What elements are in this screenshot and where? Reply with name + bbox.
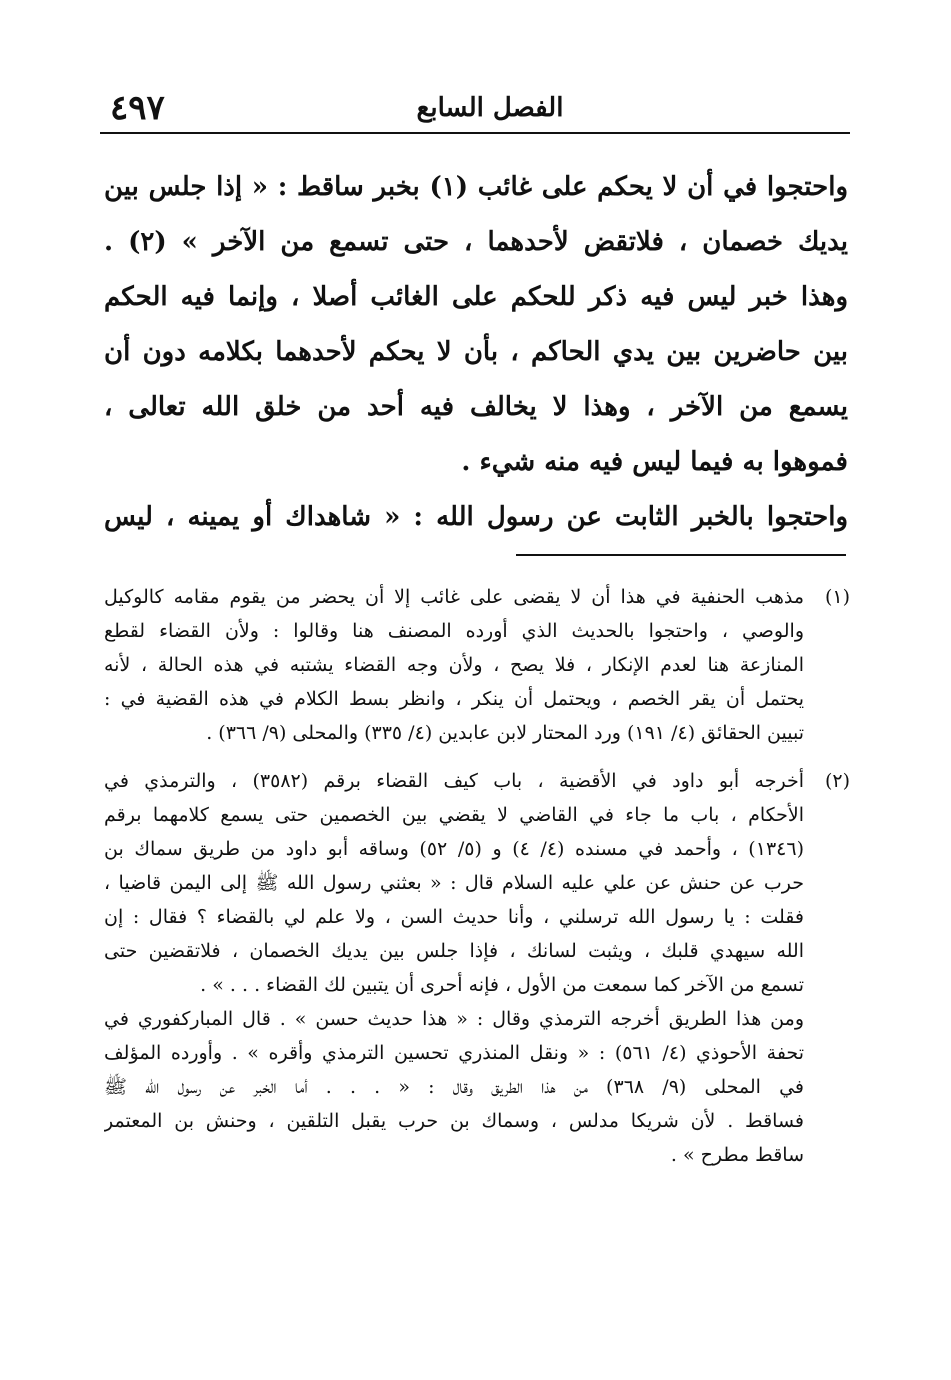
footnote-line: فساقط . لأن شريكا مدلس ، وسماك بن حرب يقبل التلقين ، وحنش بن المعتمر xyxy=(104,1110,804,1132)
footnote-line: المنازعة هنا لعدم الإنكار ، فلا يصح ، ولأن وجه القضاء يشتبه في هذه الحالة ، لأنه xyxy=(104,654,804,676)
footnote-1 xyxy=(104,580,850,750)
main-text-line: يسمع من الآخر ، وهذا لا يخالف فيه أحد من خلق الله تعالى ، xyxy=(104,392,848,422)
footnote-line: تبيين الحقائق (٤/ ١٩١) ورد المحتار لابن عابدين (٤/ ٣٣٥) والمحلى (٩/ ٣٦٦) . xyxy=(206,722,804,744)
footnote-line: تسمع من الآخر كما سمعت من الأول ، فإنه أحرى أن يتبين لك القضاء . . . » . xyxy=(200,974,804,996)
footnote-marker: (١) xyxy=(824,586,850,608)
main-text xyxy=(104,160,848,545)
footnote-line: أخرجه أبو داود في الأقضية ، باب كيف القضاء برقم (٣٥٨٢) ، والترمذي في xyxy=(104,770,804,792)
footnote-line: تحفة الأحوذي (٤/ ٥٦١) : « ونقل المنذري تحسين الترمذي وأقره » . وأورده المؤلف xyxy=(104,1042,804,1064)
page-number: ٤٩٧ xyxy=(110,88,165,128)
footnote-2 xyxy=(104,764,850,1172)
footnote-line: مذهب الحنفية في هذا أن لا يقضى على غائب إلا أن يحضر من يقوم مقامه كالوكيل xyxy=(104,586,804,608)
footnote-line: والوصي ، واحتجوا بالحديث الذي أورده المصنف هنا وقالوا : ولأن القضاء لقطع xyxy=(104,620,804,642)
main-text-line: فموهوا به فيما ليس فيه منه شيء . xyxy=(461,447,848,477)
main-text-line: يديك خصمان ، فلاتقض لأحدهما ، حتى تسمع من الآخر » (٢) . xyxy=(104,227,848,257)
footnote-line: فقلت : يا رسول الله ترسلني ، وأنا حديث السن ، ولا علم لي بالقضاء ؟ فقال : إن xyxy=(104,906,804,928)
main-text-line: بين حاضرين بين يدي الحاكم ، بأن لا يحكم لأحدهما بكلامه دون أن xyxy=(104,337,848,367)
footnote-line: الله سيهدي قلبك ، ويثبت لسانك ، فإذا جلس بين يديك الخصمان ، فلاتقضين حتى xyxy=(104,940,804,962)
footnote-line: ومن هذا الطريق أخرجه الترمذي وقال : « هذا حديث حسن » . قال المباركفوري في xyxy=(104,1008,804,1030)
chapter-title: الفصل السابع xyxy=(416,93,564,123)
footnote-line: ساقط مطرح » . xyxy=(670,1144,804,1166)
main-text-line: وهذا خبر ليس فيه ذكر للحكم على الغائب أصلا ، وإنما فيه الحكم xyxy=(104,282,848,312)
main-text-line: واحتجوا في أن لا يحكم على غائب (١) بخبر ساقط : « إذا جلس بين xyxy=(104,172,848,202)
footnote-line: في المحلى (٩/ ٣٦٨) من هذا الطريق وقال : « . . . أما الخبر عن رسول الله ﷺ xyxy=(104,1076,804,1098)
footnote-line: يحتمل أن يقر الخصم ، ويحتمل أن ينكر ، وانظر بسط الكلام في هذه القضية في : xyxy=(104,688,804,710)
footnotes xyxy=(104,580,850,1186)
footnote-line: الأحكام ، باب ما جاء في القاضي لا يقضي بين الخصمين حتى يسمع كلامهما برقم xyxy=(104,804,804,826)
page-header xyxy=(100,86,850,136)
footnote-line: حرب عن حنش عن علي عليه السلام قال : « بعثني رسول الله ﷺ إلى اليمن قاضيا ، xyxy=(104,872,804,894)
main-text-line: واحتجوا بالخبر الثابت عن رسول الله : « شاهداك أو يمينه ، ليس xyxy=(104,502,848,532)
footnote-line: (١٣٤٦) ، وأحمد في مسنده (٤/ ٤) و (٥/ ٥٢) وساقه أبو داود من طريق سماك بن xyxy=(104,838,804,860)
footnote-marker: (٢) xyxy=(824,770,850,792)
footnote-separator xyxy=(516,554,846,556)
header-rule xyxy=(100,132,850,134)
